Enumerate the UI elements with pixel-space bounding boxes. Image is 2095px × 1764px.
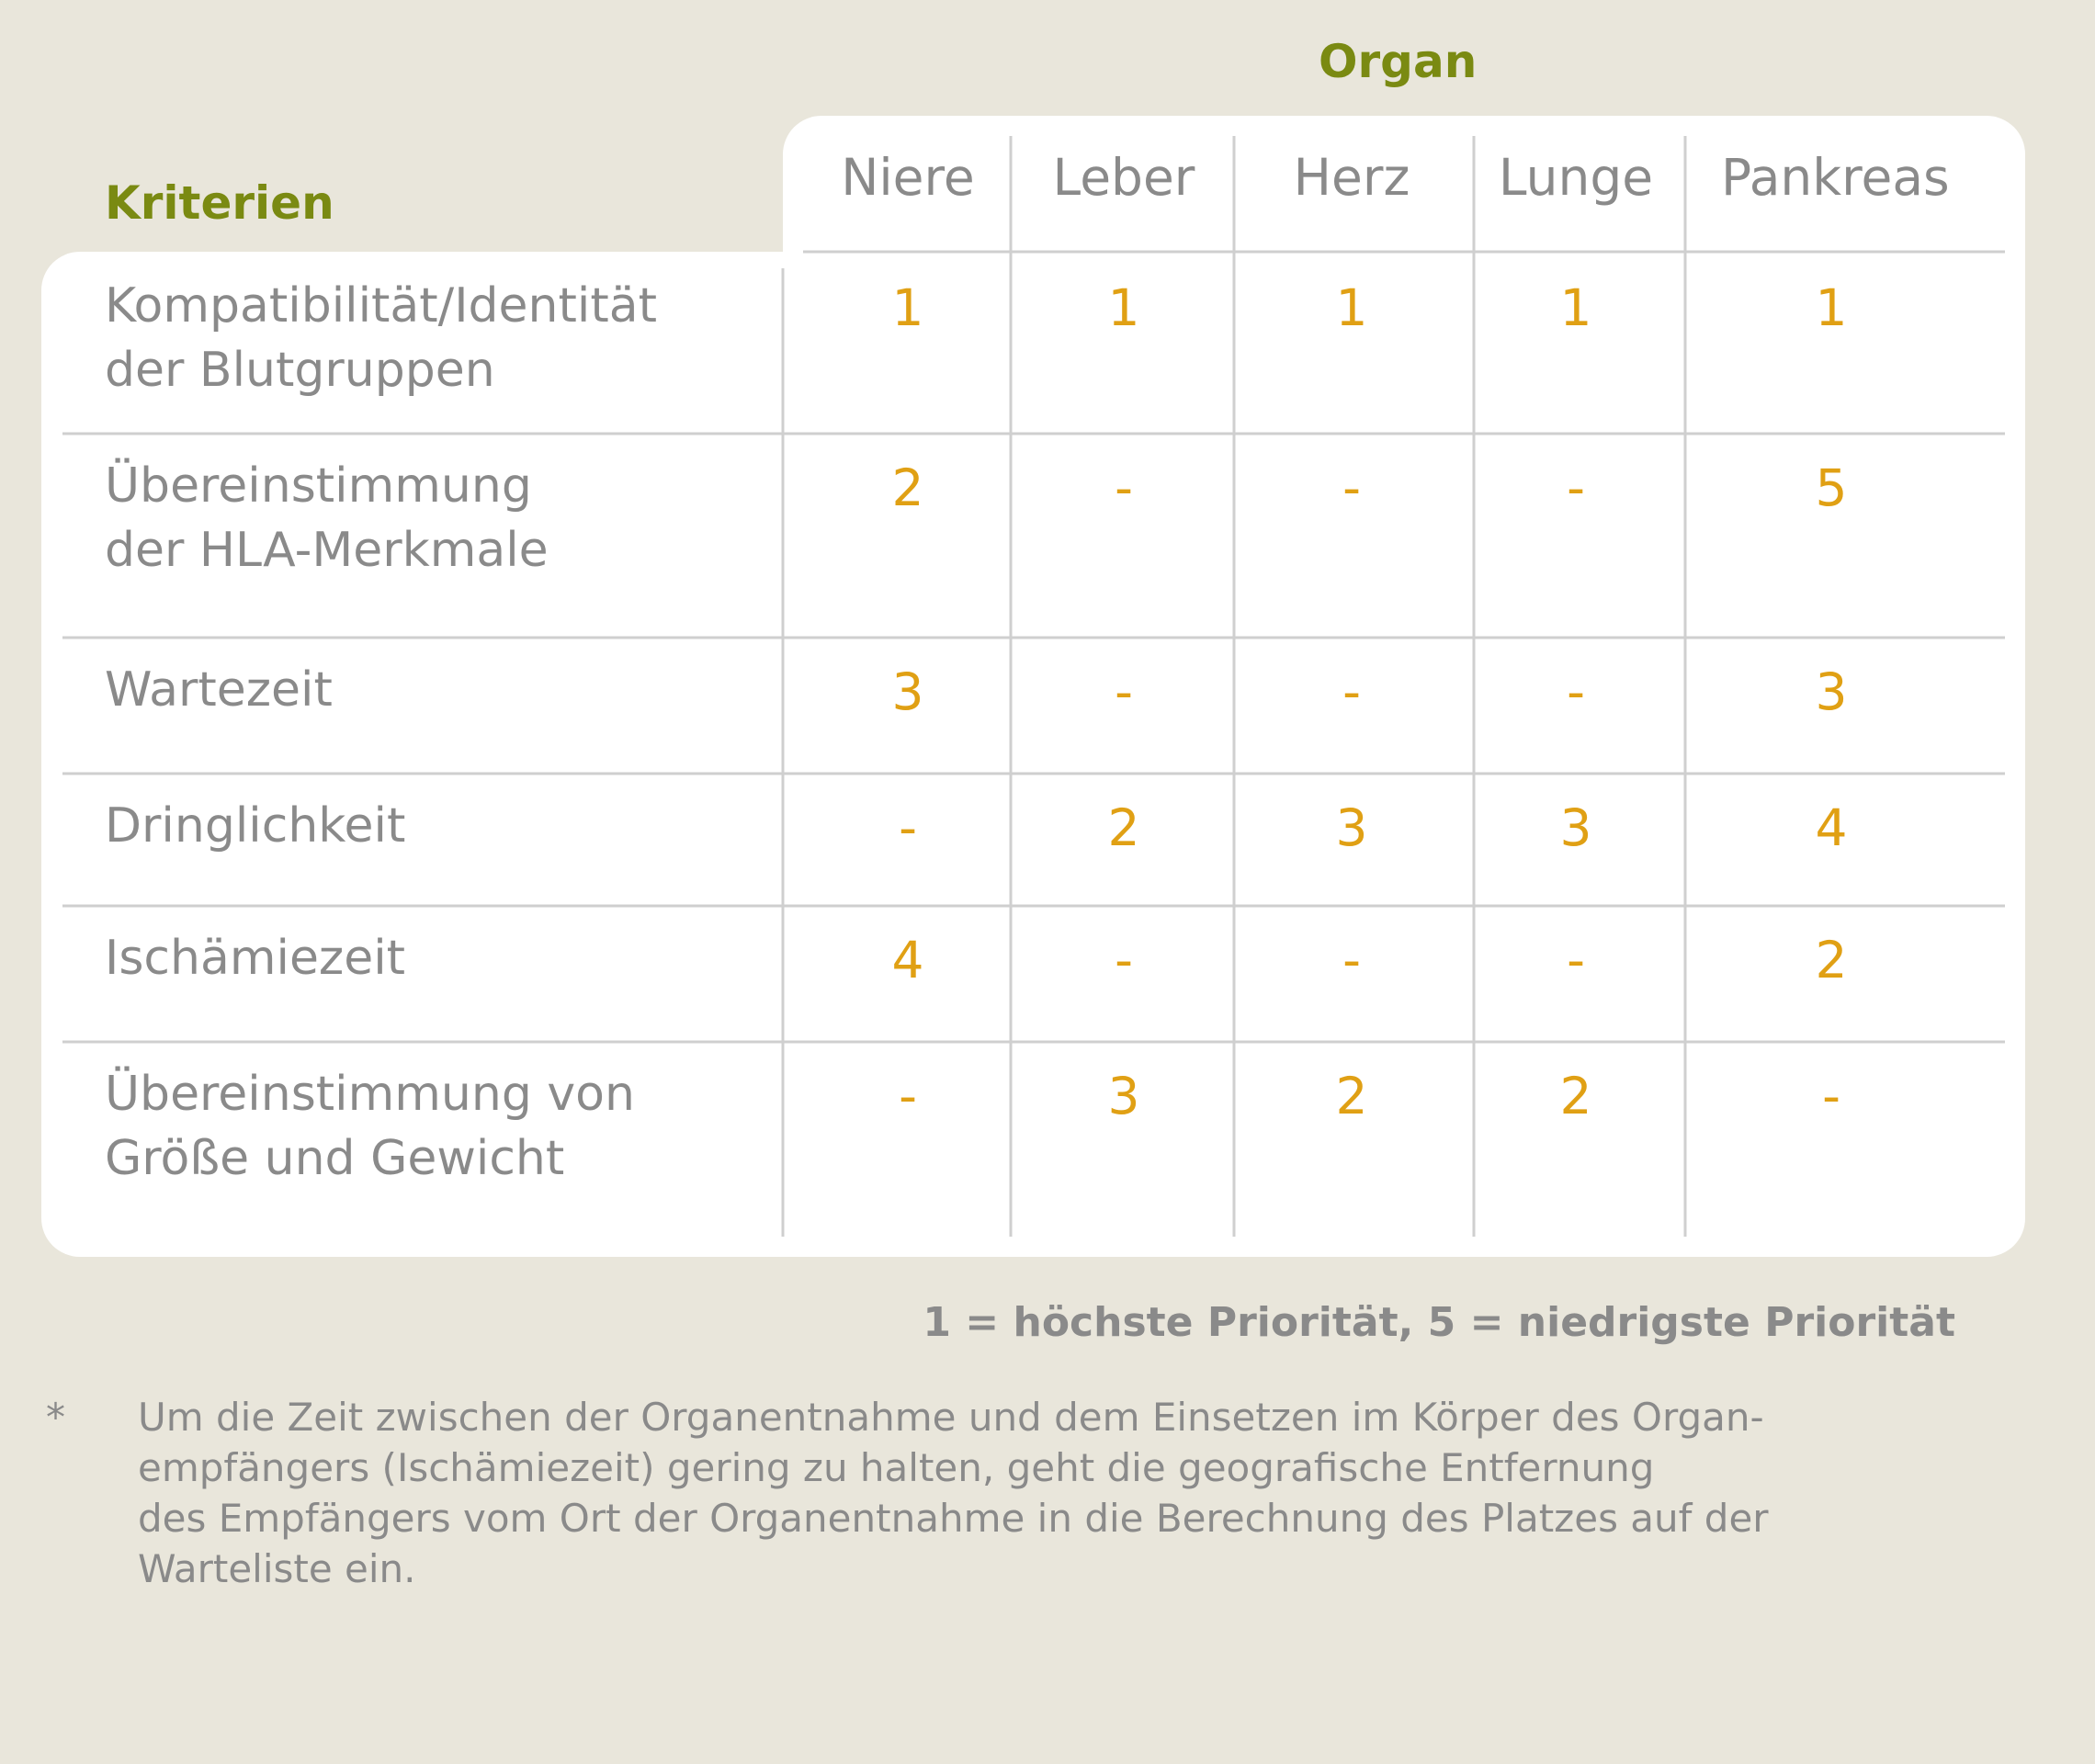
table-cell-value: - — [1822, 1067, 1840, 1125]
table-cell-value: 2 — [1815, 931, 1848, 989]
table-cell-value: 3 — [891, 662, 924, 721]
table-cell-value: 1 — [1815, 278, 1848, 337]
footnote-text — [138, 1392, 1939, 1594]
table-cell-value: 2 — [891, 458, 924, 517]
row-label-line: Übereinstimmung von — [105, 1067, 635, 1122]
row-label — [105, 794, 785, 858]
row-label-line: Dringlichkeit — [105, 798, 406, 854]
table-cell-value: 2 — [1335, 1067, 1368, 1125]
table-cell-value: 2 — [1559, 1067, 1592, 1125]
row-label-line: der Blutgruppen — [105, 343, 495, 398]
row-label-line: Übereinstimmung — [105, 458, 532, 514]
table-cell-value: 5 — [1815, 458, 1848, 517]
table-cell-value: - — [1567, 458, 1585, 517]
footnote-line: Um die Zeit zwischen der Organentnahme und dem Einsetzen im Körper des Organ- — [138, 1395, 1764, 1440]
table-cell-value: - — [1115, 931, 1133, 989]
row-label — [105, 274, 785, 402]
table-cell-value: 4 — [1815, 798, 1848, 857]
column-header-pankreas: Pankreas — [1721, 148, 1950, 207]
table-cell-value: 1 — [891, 278, 924, 337]
table-cell-value: 1 — [1107, 278, 1140, 337]
table-cell-value: 3 — [1335, 798, 1368, 857]
row-label-line: Größe und Gewicht — [105, 1131, 565, 1186]
column-header-leber: Leber — [1052, 148, 1195, 207]
row-label — [105, 926, 785, 990]
row-label — [105, 1062, 785, 1191]
table-cell-value: 3 — [1815, 662, 1848, 721]
footnote-marker: * — [46, 1395, 65, 1440]
table-cell-value: - — [1567, 662, 1585, 721]
row-label — [105, 454, 785, 582]
row-label-line: Kompatibilität/Identität — [105, 278, 657, 334]
row-label — [105, 658, 785, 722]
table-cell-value: - — [1342, 662, 1361, 721]
table-cell-value: - — [1567, 931, 1585, 989]
table-cell-value: 3 — [1107, 1067, 1140, 1125]
row-label-line: Ischämiezeit — [105, 931, 406, 986]
column-group-title: Organ — [1319, 35, 1478, 88]
table-cell-value: 3 — [1559, 798, 1592, 857]
table-cell-value: 1 — [1559, 278, 1592, 337]
footnote-line: des Empfängers vom Ort der Organentnahme in die Berechnung des Platzes auf der — [138, 1496, 1769, 1541]
footnote-line: empfängers (Ischämiezeit) gering zu halten, geht die geografische Entfernung — [138, 1445, 1655, 1490]
table-cell-value: - — [1115, 662, 1133, 721]
table-cell-value: 4 — [891, 931, 924, 989]
row-group-title: Kriterien — [105, 176, 334, 230]
table-cell-value: - — [1342, 931, 1361, 989]
column-header-lunge: Lunge — [1498, 148, 1654, 207]
table-cell-value: - — [1342, 458, 1361, 517]
footnote-line: Warteliste ein. — [138, 1546, 416, 1591]
table-cell-value: - — [1115, 458, 1133, 517]
table-cell-value: 1 — [1335, 278, 1368, 337]
table-cell-value: - — [899, 798, 917, 857]
table-cell-value: - — [899, 1067, 917, 1125]
table-cell-value: 2 — [1107, 798, 1140, 857]
column-header-herz: Herz — [1293, 148, 1410, 207]
priority-legend: 1 = höchste Priorität, 5 = niedrigste Priorität — [923, 1299, 1955, 1346]
row-label-line: der HLA-Merkmale — [105, 523, 549, 578]
column-header-niere: Niere — [841, 148, 975, 207]
row-label-line: Wartezeit — [105, 662, 333, 718]
